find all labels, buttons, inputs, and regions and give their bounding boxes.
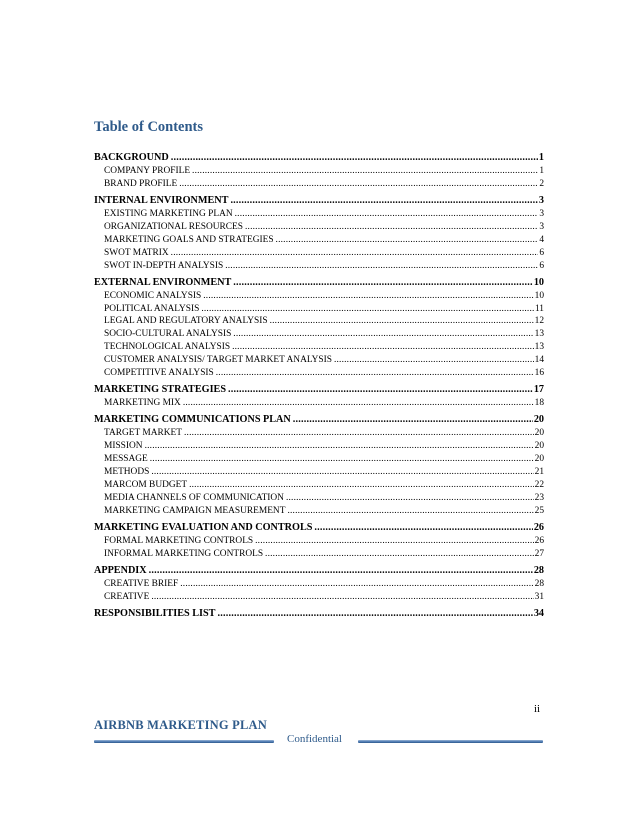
toc-dot-leader	[150, 453, 534, 466]
toc-entry-page: 1	[539, 165, 544, 176]
toc-dot-leader	[233, 277, 533, 290]
toc-subsection-entry[interactable]	[94, 178, 544, 191]
toc-subsection-entry[interactable]	[94, 492, 544, 505]
toc-subsection-entry[interactable]	[94, 505, 544, 518]
toc-dot-leader	[151, 466, 533, 479]
toc-entry-title: ORGANIZATIONAL RESOURCES	[104, 221, 243, 232]
toc-entry-title: MEDIA CHANNELS OF COMMUNICATION	[104, 492, 284, 503]
toc-subsection-entry[interactable]	[94, 354, 544, 367]
toc-dot-leader	[255, 535, 533, 548]
confidential-label: Confidential	[287, 733, 342, 745]
toc-entry-title: MARKETING COMMUNICATIONS PLAN	[94, 414, 291, 426]
toc-dot-leader	[235, 208, 539, 221]
toc-entry-title: CUSTOMER ANALYSIS/ TARGET MARKET ANALYSIS	[104, 355, 332, 366]
toc-entry-page: 21	[534, 467, 544, 478]
toc-entry-page: 18	[534, 398, 544, 409]
toc-entry-title: SOCIO-CULTURAL ANALYSIS	[104, 329, 232, 340]
toc-dot-leader	[145, 440, 534, 453]
toc-entry-title: FORMAL MARKETING CONTROLS	[104, 535, 254, 546]
toc-subsection-entry[interactable]	[94, 290, 544, 303]
toc-dot-leader	[189, 479, 534, 492]
toc-subsection-entry[interactable]	[94, 165, 544, 178]
toc-dot-leader	[270, 315, 534, 328]
toc-subsection-entry[interactable]	[94, 367, 544, 380]
toc-dot-leader	[216, 367, 534, 380]
toc-dot-leader	[171, 152, 538, 165]
toc-entry-page: 34	[533, 608, 544, 620]
toc-entry-page: 13	[534, 329, 544, 340]
toc-title: Table of Contents	[94, 119, 204, 135]
toc-entry-page: 26	[534, 535, 544, 546]
toc-entry-title: MARKETING MIX	[104, 398, 181, 409]
toc-entry-page: 14	[534, 355, 544, 366]
toc-section-entry[interactable]	[94, 608, 544, 621]
toc-entry-page: 23	[534, 492, 544, 503]
toc-entry-page: 3	[539, 208, 544, 219]
toc-entry-title: APPENDIX	[94, 565, 147, 577]
toc-subsection-entry[interactable]	[94, 315, 544, 328]
toc-subsection-entry[interactable]	[94, 247, 544, 260]
toc-dot-leader	[225, 260, 538, 273]
toc-dot-leader	[233, 328, 533, 341]
toc-dot-leader	[184, 427, 534, 440]
toc-entry-page: 28	[534, 578, 544, 589]
toc-entry-page: 31	[534, 591, 544, 602]
toc-entry-page: 25	[534, 505, 544, 516]
footer-rule-left	[94, 740, 274, 743]
toc-subsection-entry[interactable]	[94, 453, 544, 466]
toc-entry-title: RESPONSIBILITIES LIST	[94, 608, 216, 620]
toc-subsection-entry[interactable]	[94, 548, 544, 561]
toc-entry-title: MARKETING GOALS AND STRATEGIES	[104, 234, 274, 245]
toc-subsection-entry[interactable]	[94, 260, 544, 273]
toc-entry-page: 3	[539, 221, 544, 232]
toc-dot-leader	[245, 221, 538, 234]
toc-subsection-entry[interactable]	[94, 578, 544, 591]
toc-section-entry[interactable]	[94, 522, 544, 535]
toc-dot-leader	[230, 195, 537, 208]
toc-entry-page: 20	[533, 414, 544, 426]
toc-dot-leader	[228, 384, 533, 397]
toc-dot-leader	[171, 247, 539, 260]
toc-dot-leader	[265, 548, 534, 561]
toc-entry-title: BRAND PROFILE	[104, 178, 178, 189]
toc-subsection-entry[interactable]	[94, 535, 544, 548]
toc-entry-title: MARCOM BUDGET	[104, 479, 188, 490]
footer-rule-right	[358, 740, 543, 743]
toc-entry-title: INFORMAL MARKETING CONTROLS	[104, 548, 264, 559]
toc-dot-leader	[149, 565, 533, 578]
toc-subsection-entry[interactable]	[94, 208, 544, 221]
toc-subsection-entry[interactable]	[94, 427, 544, 440]
toc-entry-page: 27	[534, 548, 544, 559]
toc-section-entry[interactable]	[94, 414, 544, 427]
toc-entry-page: 20	[534, 441, 544, 452]
toc-dot-leader	[334, 354, 534, 367]
toc-dot-leader	[314, 522, 532, 535]
toc-entry-title: MARKETING EVALUATION AND CONTROLS	[94, 522, 313, 533]
toc-subsection-entry[interactable]	[94, 466, 544, 479]
toc-entry-title: POLITICAL ANALYSIS	[104, 303, 200, 314]
toc-entry-page: 10	[534, 290, 544, 301]
toc-entry-page: 11	[534, 303, 544, 314]
toc-entry-title: METHODS	[104, 467, 150, 478]
page-number: ii	[534, 703, 541, 715]
toc-entry-page: 28	[533, 565, 544, 577]
table-of-contents	[94, 152, 544, 621]
toc-dot-leader	[217, 608, 532, 621]
toc-subsection-entry[interactable]	[94, 479, 544, 492]
toc-entry-title: LEGAL AND REGULATORY ANALYSIS	[104, 316, 268, 327]
toc-dot-leader	[293, 414, 533, 427]
toc-entry-page: 16	[534, 368, 544, 379]
toc-dot-leader	[151, 591, 533, 604]
toc-dot-leader	[203, 290, 533, 303]
toc-entry-page: 13	[534, 342, 544, 353]
toc-entry-page: 1	[538, 152, 544, 163]
toc-entry-page: 3	[538, 195, 544, 207]
toc-entry-title: SWOT IN-DEPTH ANALYSIS	[104, 260, 224, 271]
toc-entry-title: INTERNAL ENVIRONMENT	[94, 195, 229, 207]
toc-dot-leader	[287, 505, 533, 518]
toc-entry-title: MISSION	[104, 441, 143, 452]
toc-dot-leader	[286, 492, 534, 505]
toc-entry-title: MESSAGE	[104, 454, 148, 465]
toc-subsection-entry[interactable]	[94, 341, 544, 354]
toc-section-entry[interactable]	[94, 565, 544, 578]
toc-entry-page: 22	[534, 479, 544, 490]
toc-entry-page: 4	[539, 234, 544, 245]
toc-subsection-entry[interactable]	[94, 221, 544, 234]
toc-entry-title: TARGET MARKET	[104, 428, 182, 439]
toc-entry-title: MARKETING STRATEGIES	[94, 384, 226, 396]
toc-entry-title: SWOT MATRIX	[104, 247, 169, 258]
toc-section-entry[interactable]	[94, 277, 544, 290]
toc-dot-leader	[276, 234, 539, 247]
toc-entry-page: 20	[534, 428, 544, 439]
toc-entry-title: COMPETITIVE ANALYSIS	[104, 368, 214, 379]
toc-entry-page: 26	[533, 522, 544, 533]
toc-dot-leader	[201, 303, 534, 316]
toc-subsection-entry[interactable]	[94, 328, 544, 341]
toc-subsection-entry[interactable]	[94, 303, 544, 316]
toc-entry-title: BACKGROUND	[94, 152, 169, 163]
toc-entry-page: 6	[539, 247, 544, 258]
toc-subsection-entry[interactable]	[94, 591, 544, 604]
toc-section-entry[interactable]	[94, 195, 544, 208]
toc-dot-leader	[192, 165, 538, 178]
toc-dot-leader	[180, 578, 533, 591]
toc-entry-title: EXTERNAL ENVIRONMENT	[94, 276, 232, 288]
toc-dot-leader	[183, 397, 534, 410]
toc-entry-title: EXISTING MARKETING PLAN	[104, 208, 233, 219]
toc-entry-page: 2	[539, 178, 544, 189]
toc-entry-page: 20	[534, 454, 544, 465]
footer-title: AIRBNB MARKETING PLAN	[94, 718, 267, 732]
toc-entry-title: CREATIVE	[104, 591, 150, 602]
toc-entry-title: COMPANY PROFILE	[104, 165, 191, 176]
toc-subsection-entry[interactable]	[94, 440, 544, 453]
toc-entry-title: ECONOMIC ANALYSIS	[104, 290, 202, 301]
toc-section-entry[interactable]	[94, 152, 544, 165]
toc-dot-leader	[179, 178, 538, 191]
toc-section-entry[interactable]	[94, 384, 544, 397]
toc-entry-page: 10	[533, 276, 544, 288]
toc-entry-title: MARKETING CAMPAIGN MEASUREMENT	[104, 505, 286, 516]
toc-entry-title: TECHNOLOGICAL ANALYSIS	[104, 342, 231, 353]
toc-subsection-entry[interactable]	[94, 397, 544, 410]
toc-entry-title: CREATIVE BRIEF	[104, 578, 179, 589]
toc-entry-page: 6	[539, 260, 544, 271]
toc-dot-leader	[232, 341, 534, 354]
toc-entry-page: 17	[533, 384, 544, 396]
toc-subsection-entry[interactable]	[94, 234, 544, 247]
toc-entry-page: 12	[534, 316, 544, 327]
